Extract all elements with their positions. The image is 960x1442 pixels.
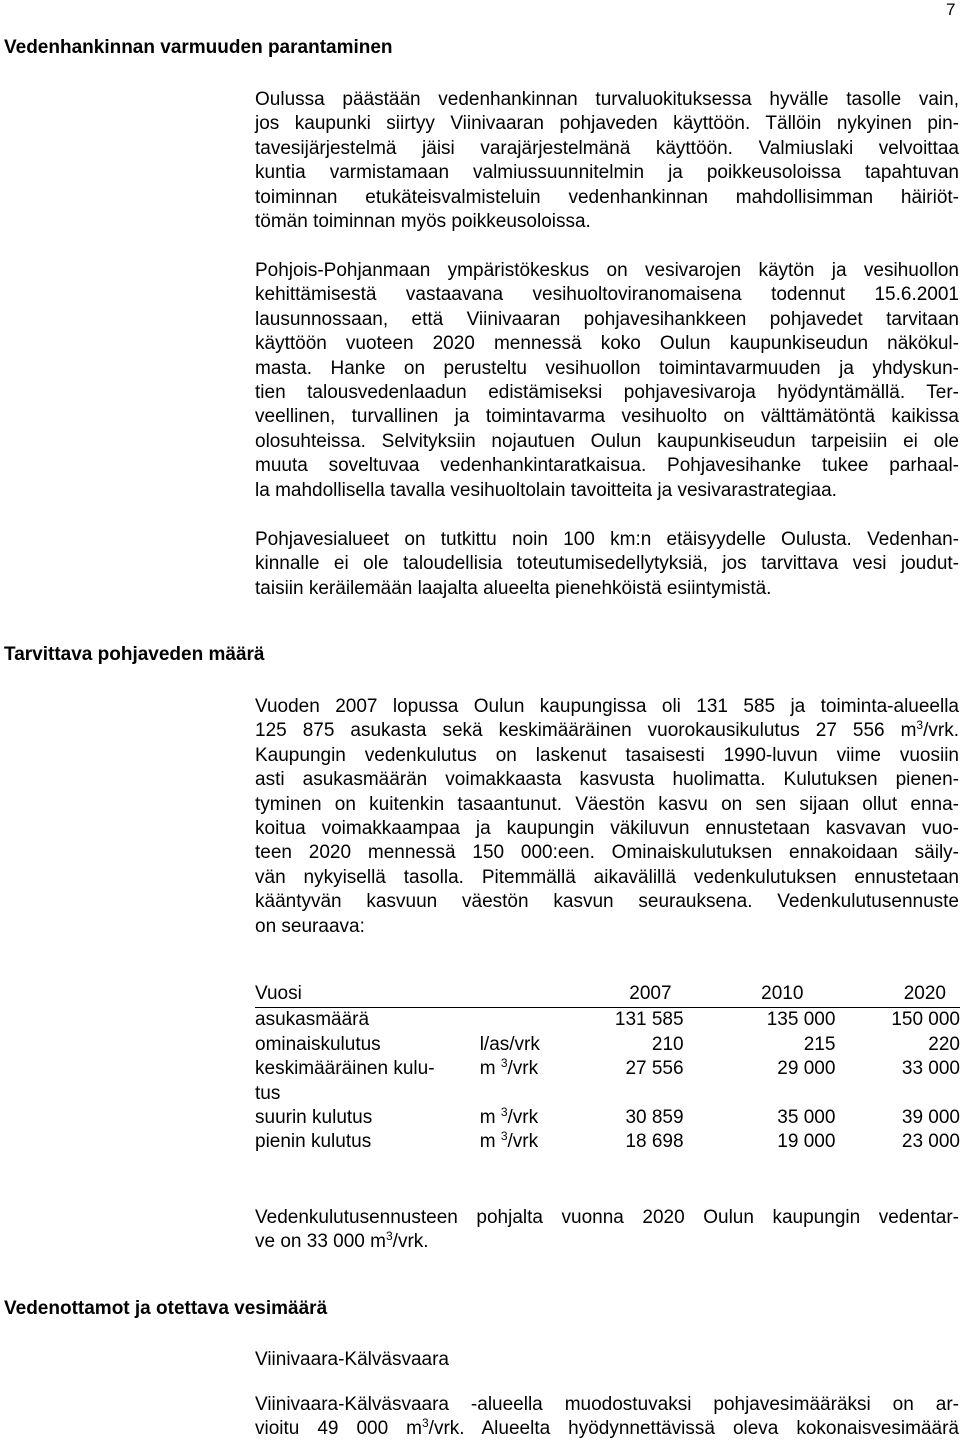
text-line: Oulussa päästään vedenhankinnan turvaluokituksessa hyvälle tasolle vain, xyxy=(255,89,959,110)
page-number: 7 xyxy=(946,0,956,19)
text-line: 125 875 asukasta sekä keskimääräinen vuorokausikulutus 27 556 $m^3$/vrk. xyxy=(255,718,959,742)
text-line: olosuhteissa. Selvityksiin nojautuen Oulun kaupunkiseudun tarpeisiin ei ole xyxy=(255,430,959,452)
text-line: jos kaupunki siirtyy Viinivaaran pohjaveden käyttöön. Tällöin nykyinen pin- xyxy=(255,113,959,135)
row-label: asukasmäärä xyxy=(255,1009,370,1031)
column-header: 2007 xyxy=(577,982,684,1008)
text-line: ve on 33 000 $m^3$/vrk. xyxy=(255,1229,429,1253)
value-2010: 215 xyxy=(803,1033,836,1055)
row-unit: m $^3$/vrk xyxy=(479,1056,539,1080)
row-label: ominaiskulutus xyxy=(255,1033,381,1055)
table-header-row xyxy=(255,982,960,1008)
paragraph-groundwater-areas xyxy=(255,528,959,601)
text-line: teen 2020 mennessä 150 000:een. Ominaiskulutuksen ennakoidaan säily- xyxy=(255,842,959,864)
row-unit: m $^3$/vrk xyxy=(479,1105,539,1129)
value-2010: 135 000 xyxy=(766,1009,836,1031)
section-heading-groundwater-need: Tarvittava pohjaveden määrä xyxy=(4,644,265,665)
paragraph-water-demand-2020 xyxy=(255,1206,959,1255)
text-line: koitua voimakkaampaa ja kaupungin väkiluvun ennustetaan kasvavan vuo- xyxy=(255,818,959,840)
table-row xyxy=(255,1008,960,1033)
section-heading-water-intakes: Vedenottamot ja otettava vesimäärä xyxy=(4,1298,328,1319)
table-row xyxy=(255,1106,960,1130)
paragraph-viinivaara-groundwater xyxy=(255,1393,959,1442)
text-line: tavesijärjestelmä jäisi varajärjestelmänä käyttöön. Valmiuslaki velvoittaa xyxy=(255,137,959,159)
text-line: tien talousvedenlaadun edistämiseksi pohjavesivaroja hyödyntämällä. Ter- xyxy=(255,382,959,404)
text-line: kääntyvän kasvuun väestön kasvun seurauksena. Vedenkulutusennuste xyxy=(255,891,959,913)
table-row xyxy=(255,1130,960,1154)
text-line: tyminen on kuitenkin tasaantunut. Väestön kasvu on sen sijaan ollut enna- xyxy=(255,793,959,815)
paragraph-security-classification xyxy=(255,88,959,234)
value-2020: 150 000 xyxy=(891,1009,960,1031)
value-2020: 23 000 xyxy=(901,1131,960,1153)
text-line: lausunnossaan, että Viinivaaran pohjavesihankkeen pohjavedet tarvitaan xyxy=(255,308,959,330)
subheading-viinivaara: Viinivaara-Kälväsvaara xyxy=(255,1349,449,1370)
row-unit: l/as/vrk xyxy=(479,1033,540,1055)
text-line: kinnalle ei ole taloudellisia toteutumisedellytyksiä, jos tarvittava vesi joudut- xyxy=(255,553,959,575)
value-2020: 39 000 xyxy=(901,1107,960,1129)
column-header: 2010 xyxy=(684,982,836,1008)
row-label: suurin kulutus xyxy=(255,1107,373,1129)
value-2020: 220 xyxy=(928,1033,960,1055)
text-line: vioitu 49 000 $m^3$/vrk. Alueelta hyödynnettävissä oleva kokonaisvesimäärä xyxy=(255,1416,959,1440)
text-line: kehittämisestä vastaavana vesihuoltoviranomaisena todennut 15.6.2001 xyxy=(255,284,959,306)
text-line: asti asukasmäärän voimakkaasta kasvusta huolimatta. Kulutuksen pienen- xyxy=(255,769,959,791)
value-2010: 29 000 xyxy=(777,1058,836,1080)
value-2010: 19 000 xyxy=(777,1131,836,1153)
text-line: veellinen, turvallinen ja toimintavarma vesihuolto on välttämätöntä kaikissa xyxy=(255,406,959,428)
value-2007: 18 698 xyxy=(625,1131,684,1153)
section-heading-water-supply-security: Vedenhankinnan varmuuden parantaminen xyxy=(4,37,393,58)
text-line: Vedenkulutusennusteen pohjalta vuonna 2020 Oulun kaupungin vedentar- xyxy=(255,1207,959,1228)
text-line: Pohjavesialueet on tutkittu noin 100 km:n etäisyydelle Oulusta. Vedenhan- xyxy=(255,529,959,550)
column-header xyxy=(480,982,577,1008)
text-line: kuntia varmistamaan valmiussuunnitelmin ja poikkeusoloissa tapahtuvan xyxy=(255,162,959,184)
text-line: tömän toiminnan myös poikkeusoloissa. xyxy=(255,211,591,233)
column-header: Vuosi xyxy=(255,982,480,1008)
consumption-forecast-table xyxy=(255,982,960,1155)
text-line: Kaupungin vedenkulutus on laskenut tasaisesti 1990-luvun viime vuosiin xyxy=(255,744,959,766)
text-line: la mahdollisella tavalla vesihuoltolain tavoitteita ja vesivarastrategiaa. xyxy=(255,479,837,501)
text-line: muuta soveltuvaa vedenhankintaratkaisua. Pohjavesihanke tukee parhaal- xyxy=(255,455,959,477)
text-line: Pohjois-Pohjanmaan ympäristökeskus on vesivarojen käytön ja vesihuollon xyxy=(255,260,959,281)
value-2020: 33 000 xyxy=(901,1058,960,1080)
paragraph-environment-centre-statement xyxy=(255,259,959,503)
row-label: keskimääräinen kulu- tus xyxy=(255,1058,435,1104)
row-label: pienin kulutus xyxy=(255,1131,372,1153)
text-line: vän nykyisellä tasolla. Pitemmällä aikavälillä vedenkulutuksen ennustetaan xyxy=(255,866,959,888)
text-line: toiminnan etukäteisvalmisteluin vedenhankinnan mahdollisimman häiriöt- xyxy=(255,186,959,208)
table-row xyxy=(255,1033,960,1057)
row-unit: m $^3$/vrk xyxy=(479,1129,539,1153)
text-line: Vuoden 2007 lopussa Oulun kaupungissa oli 131 585 ja toiminta-alueella xyxy=(255,696,959,717)
text-line: on seuraava: xyxy=(255,915,365,937)
value-2007: 131 585 xyxy=(614,1009,684,1031)
text-line: käyttöön vuoteen 2020 mennessä koko Oulun kaupunkiseudun näkökul- xyxy=(255,333,959,355)
table-row xyxy=(255,1057,960,1106)
text-line: taisiin keräilemään laajalta alueelta pienehköistä esiintymistä. xyxy=(255,577,772,599)
value-2007: 27 556 xyxy=(625,1058,684,1080)
text-line: masta. Hanke on perusteltu vesihuollon toimintavarmuuden ja yhdyskun- xyxy=(255,357,959,379)
value-2007: 210 xyxy=(651,1033,684,1055)
value-2007: 30 859 xyxy=(625,1107,684,1129)
text-line: Viinivaara-Kälväsvaara -alueella muodostuvaksi pohjavesimääräksi on ar- xyxy=(255,1394,959,1415)
column-header: 2020 xyxy=(835,982,960,1008)
value-2010: 35 000 xyxy=(777,1107,836,1129)
paragraph-population-consumption xyxy=(255,695,959,939)
row-unit xyxy=(480,1008,577,1033)
